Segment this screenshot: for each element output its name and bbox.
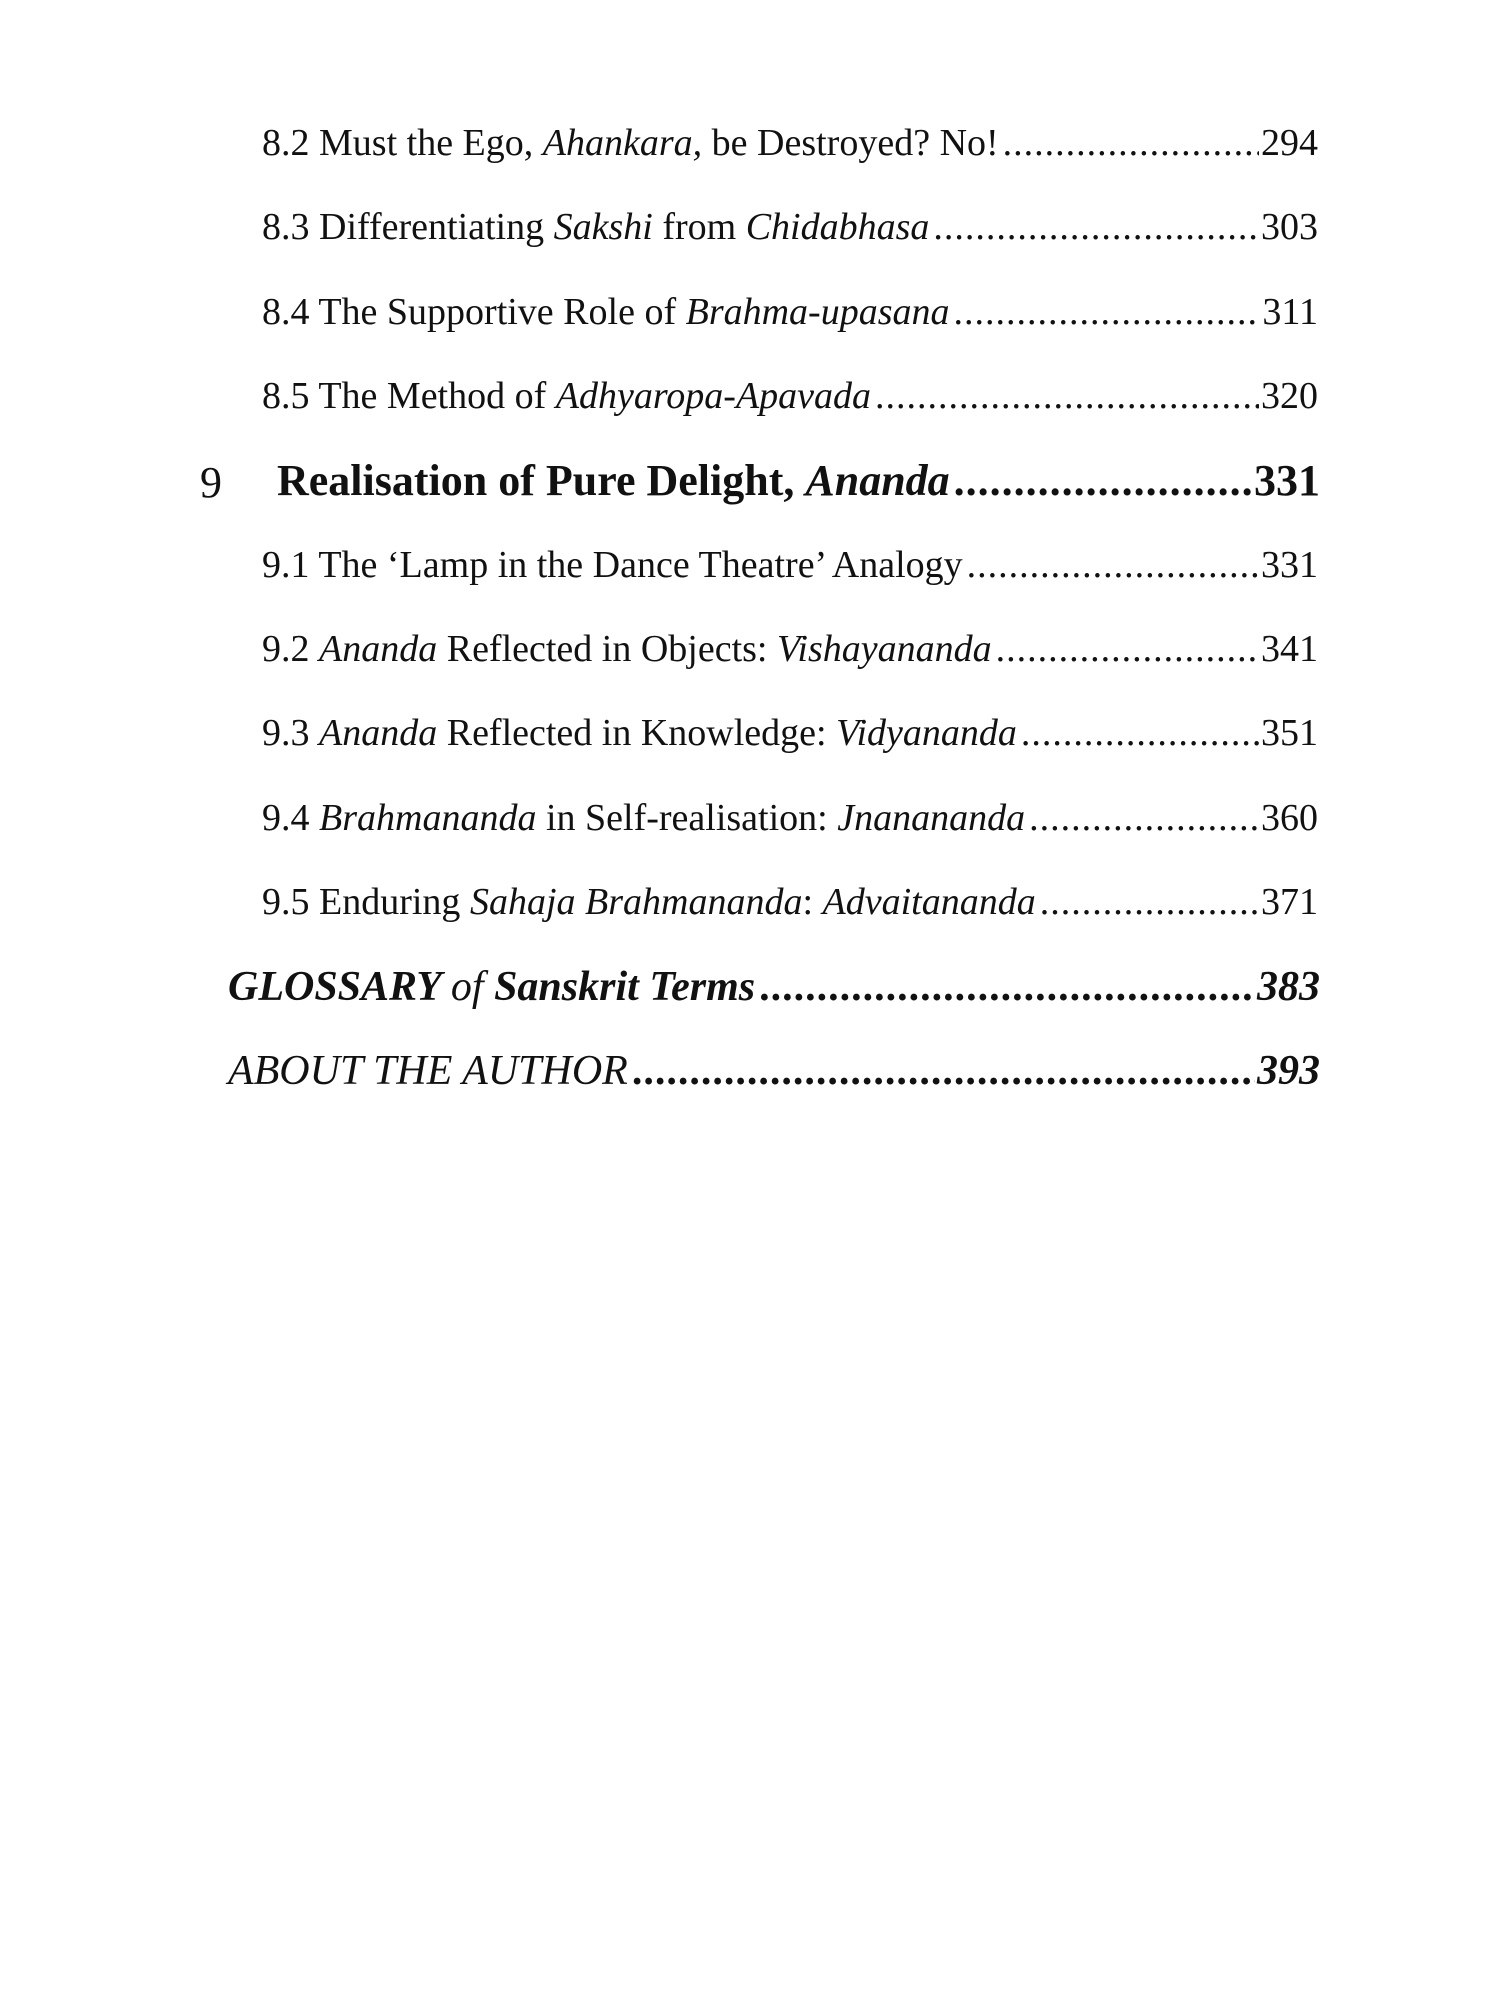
page-number: 303 <box>1261 206 1318 248</box>
dot-leader <box>759 963 1255 1011</box>
page-number: 371 <box>1261 881 1318 923</box>
dot-leader <box>954 455 1252 506</box>
toc-entry-title: 8.5 The Method of Adhyaropa-Apavada <box>262 375 871 417</box>
toc-entry-title: 9.1 The ‘Lamp in the Dance Theatre’ Analogy <box>262 544 963 586</box>
toc-entry-title: 8.4 The Supportive Role of Brahma-upasana <box>262 291 950 333</box>
toc-entry-8-5[interactable] <box>262 374 1318 418</box>
toc-entry-8-3[interactable] <box>262 205 1318 249</box>
dot-leader <box>996 627 1259 671</box>
page-number: 311 <box>1262 291 1318 333</box>
toc-glossary[interactable] <box>228 963 1320 1011</box>
toc-entry-9-1[interactable] <box>262 543 1318 587</box>
chapter-number: 9 <box>200 458 222 507</box>
dot-leader <box>632 1047 1255 1095</box>
toc-chapter-9[interactable] <box>277 455 1320 506</box>
page-number: 320 <box>1261 375 1318 417</box>
page-number: 341 <box>1261 628 1318 670</box>
toc-entry-title: 8.3 Differentiating Sakshi from Chidabhasa <box>262 206 930 248</box>
about-author-title: ABOUT THE AUTHOR <box>228 1048 628 1094</box>
page-number: 331 <box>1261 544 1318 586</box>
toc-entry-8-4[interactable] <box>262 290 1318 334</box>
toc-entry-9-2[interactable] <box>262 627 1318 671</box>
toc-entry-8-2[interactable] <box>262 121 1318 165</box>
glossary-title: GLOSSARY of Sanskrit Terms <box>228 964 756 1010</box>
toc-entry-title: 9.2 Ananda Reflected in Objects: Vishayananda <box>262 628 992 670</box>
page-number: 393 <box>1257 1048 1320 1094</box>
dot-leader <box>933 205 1259 249</box>
dot-leader <box>967 543 1259 587</box>
dot-leader <box>1003 121 1259 165</box>
dot-leader <box>875 374 1259 418</box>
page-number: 383 <box>1257 964 1320 1010</box>
dot-leader <box>1040 880 1259 924</box>
toc-entry-9-3[interactable] <box>262 711 1318 755</box>
page-number: 294 <box>1261 122 1318 164</box>
page-number: 351 <box>1261 712 1318 754</box>
page-number: 360 <box>1261 797 1318 839</box>
toc-entry-title: 8.2 Must the Ego, Ahankara, be Destroyed? No! <box>262 122 999 164</box>
page-number: 331 <box>1254 456 1320 505</box>
toc-entry-title: 9.4 Brahmananda in Self-realisation: Jnanananda <box>262 797 1026 839</box>
toc-entry-9-5[interactable] <box>262 880 1318 924</box>
toc-entry-title: 9.5 Enduring Sahaja Brahmananda: Advaitananda <box>262 881 1036 923</box>
chapter-title: Realisation of Pure Delight, Ananda <box>277 456 950 505</box>
dot-leader <box>1021 711 1259 755</box>
toc-entry-9-4[interactable] <box>262 796 1318 840</box>
dot-leader <box>1029 796 1259 840</box>
toc-about-author[interactable] <box>228 1047 1320 1095</box>
toc-entry-title: 9.3 Ananda Reflected in Knowledge: Vidyananda <box>262 712 1017 754</box>
dot-leader <box>954 290 1261 334</box>
